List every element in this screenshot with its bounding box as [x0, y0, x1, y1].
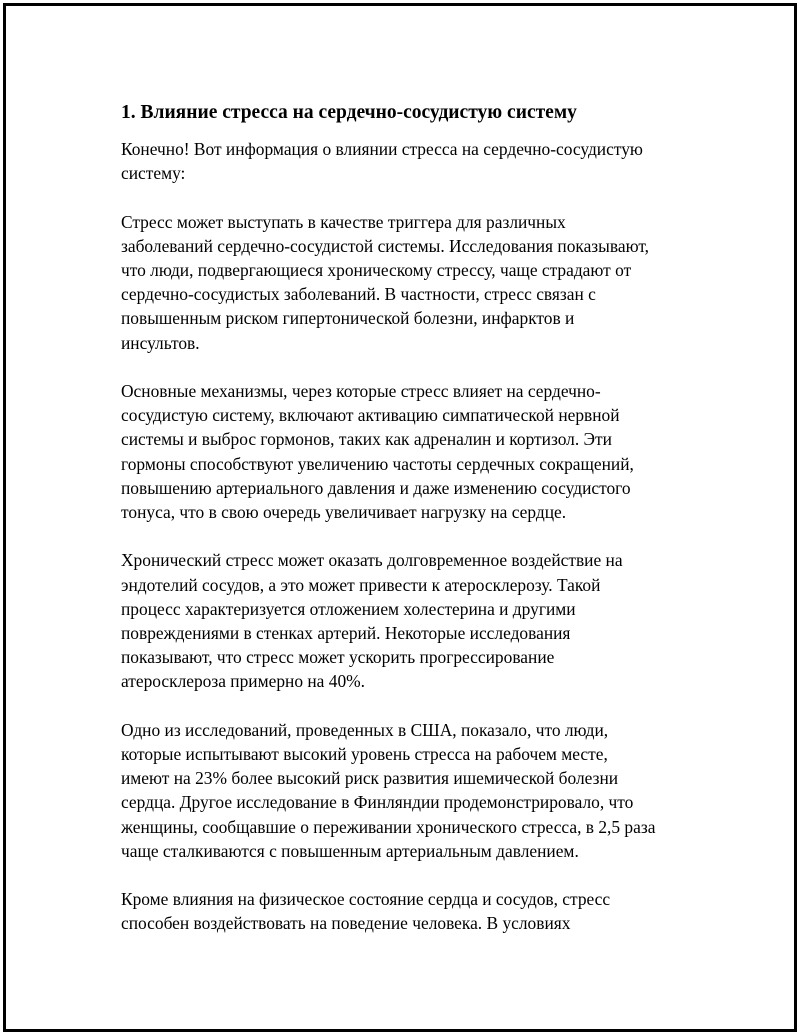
paragraph-studies: Одно из исследований, проведенных в США, показало, что люди, которые испытывают высокий уровень стресса на рабочем месте, имеют на 23% более высокий риск развития ишемической болезни сердца. Другое исследование в Финляндии продемонстрировало, что женщины, сообщавшие о переживании хронического стресса, в 2,5 раза чаще сталкиваются с повышенным артериальным давлением.: [121, 719, 656, 861]
document-body: [121, 101, 701, 960]
paragraph-intro: Конечно! Вот информация о влиянии стресса на сердечно-сосудистую систему:: [121, 139, 643, 184]
paragraph-mechanisms: Основные механизмы, через которые стресс влияет на сердечно- сосудистую систему, включают активацию симпатической нервной системы и выброс гормонов, таких как адреналин и кортизол. Эти гормоны способствуют увеличению частоты сердечных сокращений, повышению артериального давления и даже изменению сосудистого тонуса, что в свою очередь увеличивает нагрузку на сердце.: [121, 381, 634, 523]
paragraph-behavior: Кроме влияния на физическое состояние сердца и сосудов, стресс способен воздействовать на поведение человека. В условиях: [121, 889, 611, 934]
section-heading: 1. Влияние стресса на сердечно-сосудистую систему: [121, 102, 577, 123]
page-frame: [3, 3, 797, 1032]
paragraph-trigger: Стресс может выступать в качестве триггера для различных заболеваний сердечно-сосудистой системы. Исследования показывают, что люди, подвергающиеся хроническому стрессу, чаще страдают от сердечно-сосудистых заболеваний. В частности, стресс связан с повышенным риском гипертонической болезни, инфарктов и инсультов.: [121, 211, 649, 353]
paragraph-atherosclerosis: Хронический стресс может оказать долговременное воздействие на эндотелий сосудов, а это может привести к атеросклерозу. Такой процесс характеризуется отложением холестерина и другими повреждениями в стенках артерий. Некоторые исследования показывают, что стресс может ускорить прогрессирование атеросклероза примерно на 40%.: [121, 550, 623, 692]
